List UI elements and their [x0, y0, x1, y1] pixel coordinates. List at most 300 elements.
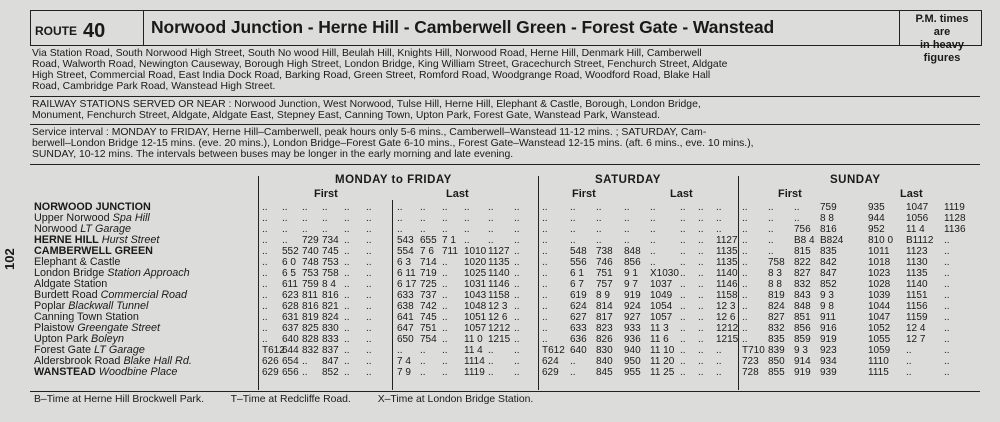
- time-cell: 6 1: [570, 268, 584, 279]
- time-cell: ..: [680, 279, 686, 290]
- time-cell: ..: [944, 312, 950, 323]
- time-cell: ..: [282, 213, 288, 224]
- time-cell: 9 3: [820, 290, 834, 301]
- time-cell: B1112: [906, 235, 934, 246]
- time-cell: ..: [366, 356, 372, 367]
- divider: [30, 164, 980, 165]
- time-cell: 1119: [464, 367, 485, 378]
- time-cell: ..: [768, 213, 774, 224]
- time-cell: 9 3: [794, 345, 808, 356]
- time-cell: 7 4: [397, 356, 411, 367]
- time-cell: 627: [570, 312, 587, 323]
- time-cell: ..: [464, 202, 470, 213]
- time-cell: 847: [820, 268, 837, 279]
- time-cell: 940: [624, 345, 641, 356]
- time-cell: ..: [794, 202, 800, 213]
- time-cell: 8 4: [322, 279, 336, 290]
- divider: [30, 96, 980, 97]
- time-cell: ..: [542, 213, 548, 224]
- sun-first-label: First: [778, 188, 802, 200]
- time-cell: ..: [344, 367, 350, 378]
- time-cell: ..: [397, 345, 403, 356]
- time-cell: ..: [698, 268, 704, 279]
- time-cell: 1128: [944, 213, 966, 224]
- time-cell: 6 5: [282, 268, 296, 279]
- time-cell: ..: [344, 257, 350, 268]
- time-cell: 748: [302, 257, 319, 268]
- time-cell: ..: [420, 224, 426, 235]
- time-cell: ..: [944, 290, 950, 301]
- time-cell: 852: [322, 367, 339, 378]
- time-cell: ..: [698, 224, 704, 235]
- time-cell: ..: [624, 213, 630, 224]
- time-cell: 934: [820, 356, 837, 367]
- time-cell: ..: [542, 235, 548, 246]
- time-cell: ..: [262, 202, 268, 213]
- time-cell: 916: [820, 323, 837, 334]
- sat-last-label: Last: [670, 188, 693, 200]
- time-cell: 1049: [650, 290, 673, 301]
- time-cell: ..: [768, 202, 774, 213]
- sun-last-label: Last: [900, 188, 923, 200]
- time-cell: ..: [596, 213, 602, 224]
- stop-name: Forest Gate LT Garage: [34, 344, 145, 356]
- time-cell: 827: [794, 268, 811, 279]
- time-cell: ..: [344, 224, 350, 235]
- time-cell: ..: [698, 301, 704, 312]
- time-cell: 1018: [868, 257, 891, 268]
- time-cell: ..: [344, 279, 350, 290]
- time-cell: 822: [794, 257, 811, 268]
- time-cell: 1156: [906, 301, 928, 312]
- time-cell: ..: [742, 301, 748, 312]
- time-cell: ..: [542, 334, 548, 345]
- time-cell: 1127: [716, 235, 738, 246]
- time-cell: ..: [768, 224, 774, 235]
- stop-name: Aldgate Station: [34, 278, 108, 290]
- time-cell: ..: [698, 312, 704, 323]
- stop-name: CAMBERWELL GREEN: [34, 245, 153, 257]
- time-cell: 637: [282, 323, 299, 334]
- time-cell: 623: [282, 290, 299, 301]
- time-cell: 1158: [488, 290, 510, 301]
- time-cell: ..: [344, 323, 350, 334]
- time-cell: 832: [768, 323, 785, 334]
- time-cell: ..: [366, 224, 372, 235]
- time-cell: ..: [366, 246, 372, 257]
- time-cell: ..: [302, 367, 308, 378]
- time-cell: ..: [442, 279, 448, 290]
- time-cell: 633: [397, 290, 414, 301]
- time-cell: 1123: [906, 246, 928, 257]
- time-cell: 711: [442, 246, 458, 257]
- time-cell: ..: [570, 367, 576, 378]
- time-cell: ..: [262, 224, 268, 235]
- time-cell: ..: [742, 224, 748, 235]
- time-cell: 11 10: [650, 345, 675, 356]
- time-cell: 11 0: [464, 334, 483, 345]
- time-cell: 6 11: [397, 268, 416, 279]
- time-cell: 11 3: [650, 323, 669, 334]
- time-cell: ..: [650, 246, 656, 257]
- time-cell: 816: [302, 301, 319, 312]
- time-cell: ..: [262, 257, 268, 268]
- time-cell: ..: [650, 235, 656, 246]
- time-cell: 745: [420, 312, 437, 323]
- time-cell: ..: [366, 268, 372, 279]
- time-cell: ..: [650, 257, 656, 268]
- time-cell: 935: [868, 202, 885, 213]
- time-cell: 745: [322, 246, 339, 257]
- sat-first-label: First: [572, 188, 596, 200]
- time-cell: ..: [716, 202, 722, 213]
- time-cell: ..: [514, 290, 520, 301]
- time-cell: ..: [262, 312, 268, 323]
- route-label-text: ROUTE: [35, 24, 77, 38]
- time-cell: 1047: [906, 202, 929, 213]
- time-cell: 751: [420, 323, 437, 334]
- time-cell: 1135: [716, 257, 738, 268]
- time-cell: 842: [820, 257, 837, 268]
- time-cell: 816: [820, 224, 837, 235]
- time-cell: B8 4: [794, 235, 815, 246]
- time-cell: ..: [680, 356, 686, 367]
- time-cell: ..: [542, 301, 548, 312]
- time-cell: ..: [344, 334, 350, 345]
- time-cell: 7 1: [442, 235, 456, 246]
- time-cell: ..: [542, 268, 548, 279]
- time-cell: 823: [596, 323, 613, 334]
- time-cell: 644: [282, 345, 299, 356]
- time-cell: 816: [322, 290, 339, 301]
- time-cell: ..: [570, 213, 576, 224]
- time-cell: 552: [282, 246, 299, 257]
- time-cell: ..: [420, 202, 426, 213]
- time-cell: ..: [366, 312, 372, 323]
- time-cell: 837: [322, 345, 339, 356]
- time-cell: X1030: [650, 268, 679, 279]
- time-cell: ..: [716, 356, 722, 367]
- stop-name: Plaistow Greengate Street: [34, 322, 161, 334]
- time-cell: 12 3: [716, 301, 736, 312]
- time-cell: ..: [944, 279, 950, 290]
- time-cell: ..: [542, 312, 548, 323]
- stop-name: Upton Park Boleyn: [34, 333, 125, 345]
- time-cell: 624: [570, 301, 587, 312]
- time-cell: ..: [488, 202, 494, 213]
- time-cell: ..: [650, 224, 656, 235]
- time-cell: ..: [570, 224, 576, 235]
- time-cell: 9 7: [624, 279, 638, 290]
- column-rule: [738, 176, 739, 390]
- time-cell: 656: [282, 367, 299, 378]
- time-cell: ..: [344, 301, 350, 312]
- stop-name: Elephant & Castle: [34, 256, 121, 268]
- stop-name: London Bridge Station Approach: [34, 267, 190, 279]
- time-cell: 1114: [464, 356, 485, 367]
- time-cell: 939: [820, 367, 837, 378]
- time-cell: 6 7: [570, 279, 584, 290]
- time-cell: ..: [442, 290, 448, 301]
- time-cell: ..: [344, 213, 350, 224]
- time-cell: ..: [442, 213, 448, 224]
- time-cell: 12 4: [906, 323, 926, 334]
- time-cell: 952: [868, 224, 885, 235]
- time-cell: 9 8: [820, 301, 834, 312]
- time-cell: ..: [488, 224, 494, 235]
- time-cell: 840: [596, 356, 613, 367]
- time-cell: ..: [680, 257, 686, 268]
- time-cell: 631: [282, 312, 299, 323]
- time-cell: ..: [742, 257, 748, 268]
- time-cell: ..: [488, 356, 494, 367]
- time-cell: ..: [442, 202, 448, 213]
- time-cell: 923: [820, 345, 837, 356]
- time-cell: 1127: [488, 246, 510, 257]
- time-cell: ..: [344, 312, 350, 323]
- time-cell: 714: [420, 257, 437, 268]
- time-cell: ..: [442, 367, 448, 378]
- time-cell: ..: [698, 334, 704, 345]
- time-cell: 1057: [650, 312, 673, 323]
- time-cell: ..: [542, 323, 548, 334]
- header-divider: [143, 11, 144, 45]
- time-cell: ..: [596, 224, 602, 235]
- time-cell: ..: [262, 334, 268, 345]
- time-cell: ..: [366, 202, 372, 213]
- time-cell: 757: [596, 279, 613, 290]
- time-cell: ..: [794, 213, 800, 224]
- time-cell: 611: [282, 279, 298, 290]
- time-cell: ..: [344, 356, 350, 367]
- time-cell: 1135: [716, 246, 738, 257]
- time-cell: 12 3: [488, 301, 508, 312]
- time-cell: 8 9: [596, 290, 610, 301]
- time-cell: ..: [680, 268, 686, 279]
- time-cell: ..: [742, 213, 748, 224]
- time-cell: ..: [624, 202, 630, 213]
- time-cell: ..: [542, 279, 548, 290]
- time-cell: ..: [514, 224, 520, 235]
- time-cell: 814: [596, 301, 613, 312]
- time-cell: 843: [794, 290, 811, 301]
- time-cell: 1212: [488, 323, 511, 334]
- time-cell: ..: [680, 345, 686, 356]
- time-cell: 6 17: [397, 279, 417, 290]
- time-cell: 556: [570, 257, 587, 268]
- time-cell: 12 7: [906, 334, 926, 345]
- time-cell: 827: [768, 312, 785, 323]
- time-cell: ..: [944, 367, 950, 378]
- time-cell: ..: [262, 213, 268, 224]
- time-cell: 919: [794, 367, 811, 378]
- time-cell: 650: [397, 334, 414, 345]
- time-cell: 839: [768, 345, 785, 356]
- route-number: 40: [83, 20, 106, 42]
- time-cell: ..: [262, 301, 268, 312]
- time-cell: ..: [742, 290, 748, 301]
- time-cell: ..: [698, 323, 704, 334]
- time-cell: 548: [570, 246, 587, 257]
- time-cell: ..: [514, 301, 520, 312]
- time-cell: ..: [344, 345, 350, 356]
- time-cell: 1043: [464, 290, 487, 301]
- time-cell: ..: [282, 235, 288, 246]
- time-cell: ..: [322, 202, 328, 213]
- time-cell: 855: [768, 367, 785, 378]
- column-rule: [392, 200, 393, 390]
- time-cell: ..: [596, 235, 602, 246]
- time-cell: ..: [397, 213, 403, 224]
- time-cell: ..: [944, 301, 950, 312]
- time-cell: ..: [698, 367, 704, 378]
- time-cell: 955: [624, 367, 641, 378]
- time-cell: ..: [262, 323, 268, 334]
- time-cell: ..: [344, 235, 350, 246]
- time-cell: 626: [262, 356, 279, 367]
- time-cell: ..: [488, 213, 494, 224]
- time-cell: ..: [742, 202, 748, 213]
- time-cell: 848: [794, 301, 811, 312]
- time-cell: 728: [742, 367, 759, 378]
- time-cell: ..: [464, 224, 470, 235]
- time-cell: 848: [624, 246, 641, 257]
- time-cell: 6 3: [397, 257, 411, 268]
- route-header: [30, 10, 982, 64]
- time-cell: ..: [514, 367, 520, 378]
- time-cell: ..: [698, 246, 704, 257]
- time-cell: ..: [514, 279, 520, 290]
- time-cell: 737: [420, 290, 437, 301]
- time-cell: ..: [442, 312, 448, 323]
- time-cell: ..: [680, 367, 686, 378]
- time-cell: 11 20: [650, 356, 675, 367]
- time-cell: 819: [768, 290, 785, 301]
- time-cell: 753: [322, 257, 339, 268]
- time-cell: 729: [302, 235, 319, 246]
- time-cell: ..: [420, 367, 426, 378]
- time-cell: ..: [514, 334, 520, 345]
- time-cell: ..: [698, 235, 704, 246]
- time-cell: ..: [514, 213, 520, 224]
- time-cell: 924: [624, 301, 641, 312]
- time-cell: 1135: [488, 257, 510, 268]
- time-cell: 1212: [716, 323, 739, 334]
- time-cell: 1158: [716, 290, 738, 301]
- time-cell: 1025: [464, 268, 487, 279]
- time-cell: 619: [570, 290, 587, 301]
- time-cell: 641: [397, 312, 414, 323]
- time-cell: ..: [716, 345, 722, 356]
- time-cell: ..: [944, 246, 950, 257]
- time-cell: ..: [420, 213, 426, 224]
- stop-name: Poplar Blackwall Tunnel: [34, 300, 149, 312]
- time-cell: 759: [820, 202, 837, 213]
- time-cell: ..: [570, 356, 576, 367]
- time-cell: ..: [570, 202, 576, 213]
- time-cell: ..: [366, 367, 372, 378]
- time-cell: ..: [514, 356, 520, 367]
- time-cell: 919: [624, 290, 641, 301]
- time-cell: ..: [716, 213, 722, 224]
- time-cell: 640: [570, 345, 587, 356]
- time-cell: T710: [742, 345, 765, 356]
- time-cell: ..: [698, 202, 704, 213]
- time-cell: 919: [820, 334, 837, 345]
- service-text: Service interval : MONDAY to FRIDAY, Herne Hill–Camberwell, peak hours only 5-6 mins., Camberwell–Wanstead 11-12 mins. ; SATURDAY, Cam- berwell–London Bridge 12-15 mins. (eve. 20 mins.), London Bridge–Forest Gate 6-10 mins., Forest Gate–Wanstead 12-15 mins. (aft. 6 mins., eve. 10 mins.), SUNDAY, 10-12 mins. The intervals between buses may be longer in the early morning and late evening.: [32, 127, 754, 160]
- time-cell: 740: [302, 246, 319, 257]
- time-cell: ..: [344, 202, 350, 213]
- time-cell: 832: [794, 279, 811, 290]
- time-cell: 1110: [868, 356, 889, 367]
- time-cell: 8 3: [768, 268, 782, 279]
- time-cell: 944: [868, 213, 885, 224]
- time-cell: ..: [397, 202, 403, 213]
- time-cell: 1055: [868, 334, 891, 345]
- time-cell: ..: [944, 257, 950, 268]
- time-cell: 821: [322, 301, 339, 312]
- time-cell: 725: [420, 279, 437, 290]
- time-cell: ..: [768, 235, 774, 246]
- time-cell: ..: [906, 367, 912, 378]
- time-cell: B824: [820, 235, 844, 246]
- time-cell: 914: [794, 356, 811, 367]
- time-cell: ..: [442, 345, 448, 356]
- time-cell: 817: [596, 312, 613, 323]
- time-cell: ..: [262, 268, 268, 279]
- time-cell: ..: [442, 268, 448, 279]
- time-cell: ..: [944, 345, 950, 356]
- time-cell: 850: [768, 356, 785, 367]
- time-cell: ..: [366, 290, 372, 301]
- time-cell: ..: [464, 235, 470, 246]
- time-cell: ..: [680, 290, 686, 301]
- time-cell: 543: [397, 235, 414, 246]
- time-cell: ..: [680, 301, 686, 312]
- time-cell: T612: [542, 345, 565, 356]
- time-cell: ..: [488, 235, 494, 246]
- day-header-sat: SATURDAY: [595, 174, 661, 186]
- time-cell: 1059: [868, 345, 891, 356]
- time-cell: ..: [366, 279, 372, 290]
- footnote-t: T–Time at Redcliffe Road.: [230, 394, 351, 405]
- time-cell: 11 25: [650, 367, 675, 378]
- time-cell: ..: [944, 356, 950, 367]
- stop-name: Aldersbrook Road Blake Hall Rd.: [34, 355, 192, 367]
- page-number: 102: [2, 248, 17, 270]
- column-rule: [538, 176, 539, 390]
- via-text: Via Station Road, South Norwood High Street, South No wood Hill, Beulah Hill, Knights Hill, Norwood Road, Herne Hill, Denmark Hill, Camberwell Road, Walworth Road, Newington Causeway, Borough High Street, London Bridge, King William Street, Gracechurch Street, Fenchurch Street, Aldgate High Street, Commercial Road, East India Dock Road, Barking Road, Green Street, Romford Road, Woodgrange Road, Woodford Road, Blake Hall Road, Cambridge Park Road, Wanstead High Street.: [32, 48, 728, 92]
- time-cell: ..: [262, 290, 268, 301]
- time-cell: ..: [698, 290, 704, 301]
- time-cell: ..: [742, 235, 748, 246]
- time-cell: ..: [366, 345, 372, 356]
- time-cell: ..: [442, 257, 448, 268]
- time-cell: ..: [344, 268, 350, 279]
- time-cell: 1136: [944, 224, 966, 235]
- time-cell: ..: [698, 279, 704, 290]
- time-cell: ..: [302, 213, 308, 224]
- time-cell: ..: [282, 202, 288, 213]
- time-cell: 754: [420, 334, 437, 345]
- time-cell: 1031: [464, 279, 487, 290]
- time-cell: 819: [302, 312, 319, 323]
- time-cell: ..: [344, 246, 350, 257]
- time-cell: 756: [794, 224, 811, 235]
- time-cell: 554: [397, 246, 414, 257]
- time-cell: 638: [397, 301, 414, 312]
- time-cell: 828: [302, 334, 319, 345]
